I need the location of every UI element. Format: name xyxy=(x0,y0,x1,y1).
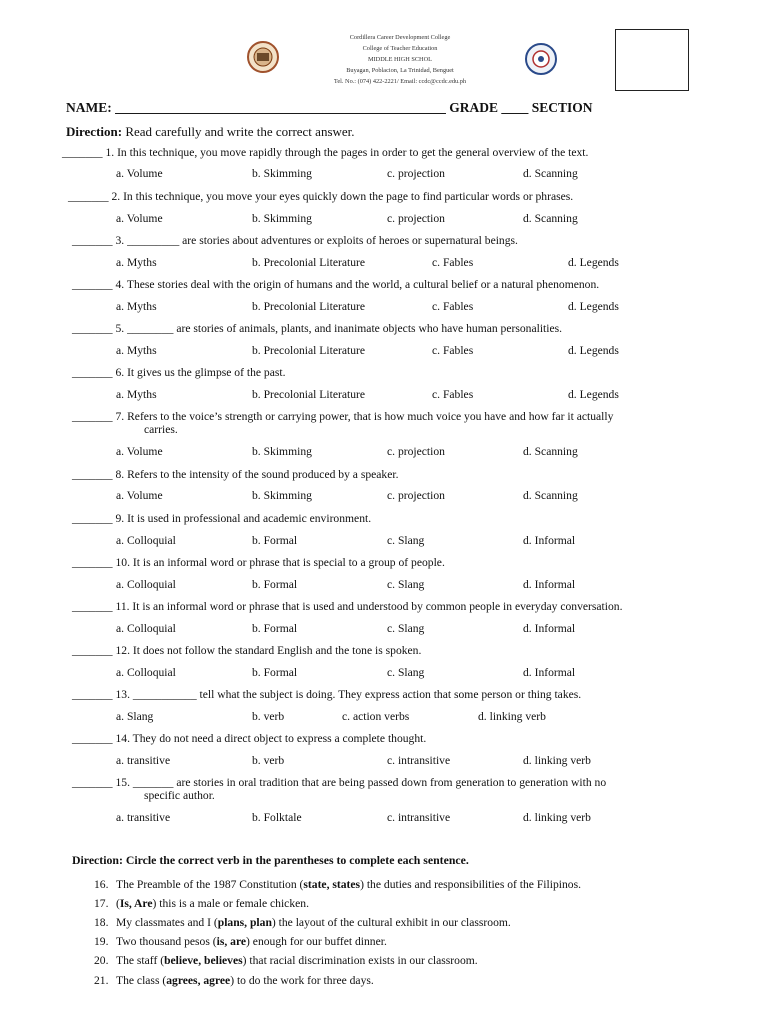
option-b[interactable]: b. Formal xyxy=(252,578,298,591)
option-c[interactable]: c. action verbs xyxy=(342,710,410,723)
verb-choices[interactable]: Is, Are xyxy=(119,897,153,910)
option-d[interactable]: d. Informal xyxy=(523,666,576,679)
school-name: Cordillera Career Development College xyxy=(349,34,451,41)
sentence-number: 16. xyxy=(94,878,109,891)
option-c[interactable]: c. Slang xyxy=(387,534,425,547)
option-b[interactable]: b. Skimming xyxy=(252,445,312,458)
college-name: College of Teacher Education xyxy=(362,45,438,52)
option-c[interactable]: c. intransitive xyxy=(387,754,451,767)
option-c[interactable]: c. Slang xyxy=(387,666,425,679)
option-c[interactable]: c. Fables xyxy=(432,256,474,269)
option-c[interactable]: c. Slang xyxy=(387,578,425,591)
question-1 xyxy=(62,146,588,159)
question-9 xyxy=(72,512,371,525)
question-6 xyxy=(72,366,286,379)
sentence-text: Two thousand pesos ( xyxy=(116,935,217,948)
question-text-continued: carries. xyxy=(144,423,178,436)
question-13 xyxy=(72,688,581,701)
question-text: _______ 3. _________ are stories about adventures or exploits of heroes or supernatural beings. xyxy=(72,234,518,247)
direction-2: Direction: Circle the correct verb in the parentheses to complete each sentence. xyxy=(72,853,469,867)
school-info xyxy=(300,32,500,87)
sentence-text: The Preamble of the 1987 Constitution ( xyxy=(116,878,304,891)
question-text: _______ 15. _______ are stories in oral tradition that are being passed down from generation to generation with no xyxy=(72,776,607,789)
sentence-text: ( xyxy=(116,897,120,910)
option-a[interactable]: a. Volume xyxy=(116,489,163,502)
question-text: _______ 8. Refers to the intensity of the sound produced by a speaker. xyxy=(72,468,399,481)
option-d[interactable]: d. Informal xyxy=(523,622,576,635)
question-5 xyxy=(72,322,562,335)
question-text: _______ 4. These stories deal with the origin of humans and the world, a cultural belief or a natural phenomenon. xyxy=(72,278,600,291)
option-b[interactable]: b. Skimming xyxy=(252,212,312,225)
option-d[interactable]: d. Legends xyxy=(568,388,619,401)
sentence-text: The class ( xyxy=(116,974,167,987)
verb-choices[interactable]: is, are xyxy=(216,935,247,948)
option-d[interactable]: d. linking verb xyxy=(523,754,591,767)
department-seal-icon xyxy=(524,42,558,76)
option-a[interactable]: a. Slang xyxy=(116,710,154,723)
option-c[interactable]: c. Fables xyxy=(432,388,474,401)
photo-box xyxy=(615,29,689,91)
option-d[interactable]: d. Scanning xyxy=(523,167,578,180)
sentence-text-end: ) enough for our buffet dinner. xyxy=(246,935,387,948)
option-d[interactable]: d. linking verb xyxy=(478,710,546,723)
verb-choices[interactable]: agrees, agree xyxy=(166,974,231,987)
sentence-text-end: ) that racial discrimination exists in our classroom. xyxy=(242,954,478,967)
option-a[interactable]: a. Myths xyxy=(116,300,157,313)
department-name: MIDDLE HIGH SCHOL xyxy=(367,56,432,63)
question-2 xyxy=(68,190,573,203)
sentence-number: 17. xyxy=(94,897,109,910)
college-logo-icon xyxy=(246,40,280,74)
option-d[interactable]: d. Legends xyxy=(568,300,619,313)
sentence-16 xyxy=(94,878,581,891)
option-b[interactable]: b. Precolonial Literature xyxy=(252,256,365,269)
question-text: _______ 11. It is an informal word or phrase that is used and understood by common people in everyday conversation. xyxy=(72,600,623,613)
direction-text: Read carefully and write the correct answer. xyxy=(122,124,355,139)
sentence-19 xyxy=(94,935,387,948)
question-15 xyxy=(72,776,606,802)
option-a[interactable]: a. Colloquial xyxy=(116,534,176,547)
option-b[interactable]: b. verb xyxy=(252,754,285,767)
option-b[interactable]: b. verb xyxy=(252,710,285,723)
question-text: _______ 12. It does not follow the standard English and the tone is spoken. xyxy=(72,644,422,657)
question-text: _______ 5. ________ are stories of animals, plants, and inanimate objects who have human personalities. xyxy=(72,322,563,335)
sentence-text-end: ) the layout of the cultural exhibit in our classroom. xyxy=(271,916,511,929)
option-b[interactable]: b. Precolonial Literature xyxy=(252,300,365,313)
option-d[interactable]: d. Informal xyxy=(523,534,576,547)
question-8 xyxy=(72,468,399,481)
option-d[interactable]: d. Informal xyxy=(523,578,576,591)
option-b[interactable]: b. Formal xyxy=(252,534,298,547)
option-a[interactable]: a. Volume xyxy=(116,212,163,225)
sentence-text-end: ) the duties and responsibilities of the Filipinos. xyxy=(360,878,581,891)
option-b[interactable]: b. Precolonial Literature xyxy=(252,388,365,401)
sentence-number: 20. xyxy=(94,954,109,967)
option-d[interactable]: d. Scanning xyxy=(523,212,578,225)
verb-choices[interactable]: state, states xyxy=(303,878,361,891)
question-text: _______ 1. In this technique, you move rapidly through the pages in order to get the general overview of the text. xyxy=(62,146,589,159)
question-text: _______ 6. It gives us the glimpse of the past. xyxy=(72,366,286,379)
option-a[interactable]: a. transitive xyxy=(116,754,171,767)
option-b[interactable]: b. Folktale xyxy=(252,811,302,824)
verb-choices[interactable]: believe, believes xyxy=(164,954,243,967)
question-10 xyxy=(72,556,445,569)
option-a[interactable]: a. Colloquial xyxy=(116,578,176,591)
option-b[interactable]: b. Skimming xyxy=(252,489,312,502)
option-d[interactable]: d. Scanning xyxy=(523,445,578,458)
option-c[interactable]: c. projection xyxy=(387,167,445,180)
option-c[interactable]: c. intransitive xyxy=(387,811,451,824)
option-b[interactable]: b. Skimming xyxy=(252,167,312,180)
option-a[interactable]: a. transitive xyxy=(116,811,171,824)
question-text: _______ 9. It is used in professional and academic environment. xyxy=(72,512,372,525)
option-a[interactable]: a. Volume xyxy=(116,445,163,458)
question-11 xyxy=(72,600,622,613)
sentence-21 xyxy=(94,974,374,987)
sentence-20 xyxy=(94,954,478,967)
sentence-text-end: ) to do the work for three days. xyxy=(230,974,374,987)
option-d[interactable]: d. Legends xyxy=(568,256,619,269)
option-b[interactable]: b. Precolonial Literature xyxy=(252,344,365,357)
option-d[interactable]: d. Scanning xyxy=(523,489,578,502)
option-c[interactable]: c. projection xyxy=(387,489,445,502)
sentence-18 xyxy=(94,916,511,929)
verb-choices[interactable]: plans, plan xyxy=(217,916,272,929)
option-d[interactable]: d. linking verb xyxy=(523,811,591,824)
question-text-continued: specific author. xyxy=(144,789,215,802)
option-a[interactable]: a. Colloquial xyxy=(116,666,176,679)
sentence-number: 19. xyxy=(94,935,109,948)
option-a[interactable]: a. Myths xyxy=(116,388,157,401)
question-12 xyxy=(72,644,421,657)
school-address: Buyagan, Poblacion, La Trinidad, Benguet xyxy=(346,67,454,74)
question-text: _______ 2. In this technique, you move your eyes quickly down the page to find particular words or phrases. xyxy=(68,190,574,203)
option-c[interactable]: c. projection xyxy=(387,445,445,458)
question-3 xyxy=(72,234,518,247)
option-c[interactable]: c. projection xyxy=(387,212,445,225)
direction-1 xyxy=(66,124,355,140)
option-a[interactable]: a. Volume xyxy=(116,167,163,180)
name-grade-section-line: NAME: _________________________________________________ GRADE ____ SECTION xyxy=(66,100,593,115)
option-a[interactable]: a. Colloquial xyxy=(116,622,176,635)
question-text: _______ 13. ___________ tell what the subject is doing. They express action that some person or thing takes. xyxy=(72,688,582,701)
sentence-number: 21. xyxy=(94,974,109,987)
question-text: _______ 7. Refers to the voice’s strength or carrying power, that is how much voice you have and how far it actually xyxy=(72,410,614,423)
direction-label: Direction: xyxy=(66,124,123,139)
question-7 xyxy=(72,410,613,436)
option-c[interactable]: c. Fables xyxy=(432,344,474,357)
sentence-number: 18. xyxy=(94,916,109,929)
question-text: _______ 14. They do not need a direct object to express a complete thought. xyxy=(72,732,427,745)
option-c[interactable]: c. Fables xyxy=(432,300,474,313)
option-b[interactable]: b. Formal xyxy=(252,622,298,635)
question-text: _______ 10. It is an informal word or phrase that is special to a group of people. xyxy=(72,556,445,569)
sentence-text: My classmates and I ( xyxy=(116,916,218,929)
option-a[interactable]: a. Myths xyxy=(116,256,157,269)
sentence-17 xyxy=(94,897,309,910)
option-d[interactable]: d. Legends xyxy=(568,344,619,357)
sentence-text-end: ) this is a male or female chicken. xyxy=(152,897,309,910)
option-c[interactable]: c. Slang xyxy=(387,622,425,635)
option-a[interactable]: a. Myths xyxy=(116,344,157,357)
question-14 xyxy=(72,732,426,745)
option-b[interactable]: b. Formal xyxy=(252,666,298,679)
sentence-text: The staff ( xyxy=(116,954,165,967)
school-contact: Tel. No.: (074) 422-2221/ Email: ccdc@ccdc.edu.ph xyxy=(333,78,467,85)
question-4 xyxy=(72,278,599,291)
